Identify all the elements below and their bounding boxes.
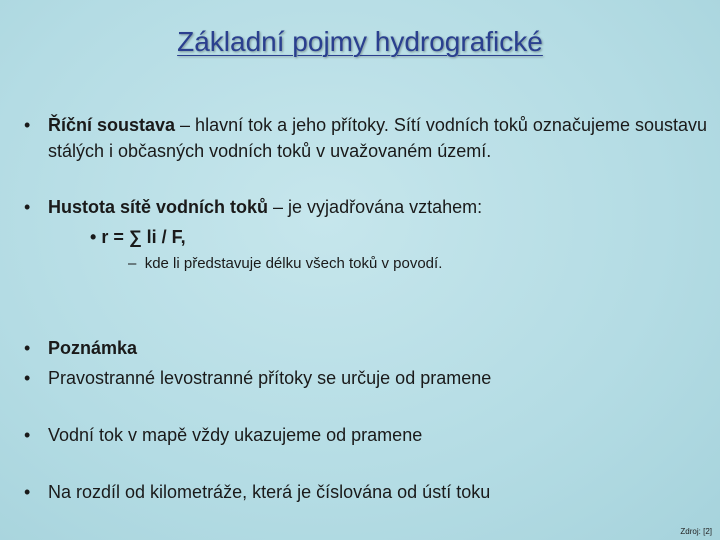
bullet-text xyxy=(48,112,708,164)
definition: – hlavní tok a jeho přítoky. Sítí vodních toků označujeme soustavu stálých i občasných vodních toků v uvažovaném území. xyxy=(48,115,708,161)
formula: r = ∑ li / F, xyxy=(101,227,186,247)
definition: – je vyjadřována vztahem: xyxy=(268,197,483,217)
bullet-dot: • xyxy=(24,425,31,445)
slide-title: Základní pojmy hydrografické xyxy=(177,26,543,57)
bullet-text xyxy=(48,194,708,220)
formula-line xyxy=(90,224,186,250)
bullet-dot: • xyxy=(24,115,31,135)
bullet-dot: • xyxy=(24,368,31,388)
bullet-dot: • xyxy=(24,338,31,358)
formula-note xyxy=(128,254,442,274)
bullet-text: Pravostranné levostranné přítoky se určuje od pramene xyxy=(48,368,492,388)
term: Říční soustava xyxy=(48,115,176,135)
bullet-text: Poznámka xyxy=(48,338,138,358)
bullet-text: Na rozdíl od kilometráže, která je číslována od ústí toku xyxy=(48,482,491,502)
dash: – xyxy=(128,255,145,272)
note-text: kde li představuje délku všech toků v povodí. xyxy=(144,255,443,272)
bullet-text: Vodní tok v mapě vždy ukazujeme od pramene xyxy=(48,425,423,445)
source-note: Zdroj: [2] xyxy=(680,527,712,536)
sub-bullet-dot: • xyxy=(90,227,102,247)
bullet-dot: • xyxy=(24,197,31,217)
bullet-dot: • xyxy=(24,482,31,502)
term: Hustota sítě vodních toků xyxy=(48,197,269,217)
